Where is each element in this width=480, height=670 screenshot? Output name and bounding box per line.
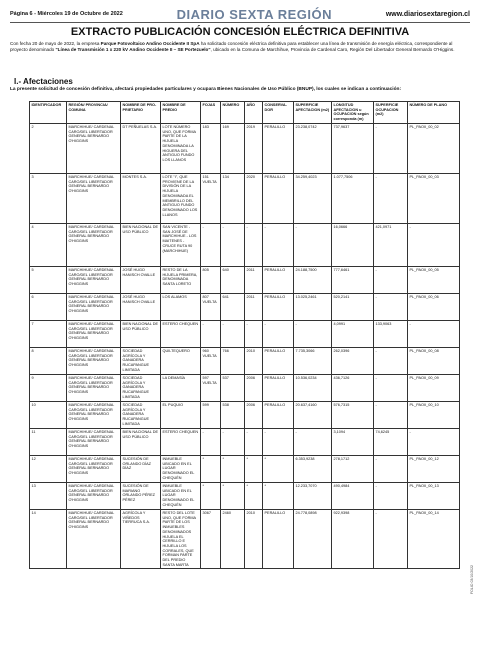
table-cell: 1.077,7506 [332,174,374,224]
table-cell: 12.233,7070 [294,483,332,510]
table-cell: 2010 [245,348,263,375]
lead-paragraph: La presente solicitud de concesión definitiva, afectará propiedades particulares y ocupara Bienes Nacionales de Uso Público (BNUP), los cuales se indican a continuación: [10,87,402,92]
table-cell: * [221,483,245,510]
page-date: Página 6 - Miércoles 19 de Octubre de 2022 [10,11,123,17]
table-cell: 7.735,3066 [294,348,332,375]
table-cell: PL_PAOII_00_13 [408,483,460,510]
table-cell: MARCHIHUE/ CARDENAL CARO/DEL LIBERTADOR GENERAL BERNARDO O'HIGGINS [67,348,121,375]
table-cell: JOSÉ HUGO HANISCH OVALLE [121,267,161,294]
column-header: REGIÓN/ PROVINCIA/ COMUNA [67,102,121,124]
table-cell: 2011 [245,294,263,321]
table-cell: 3,1094 [332,429,374,456]
table-cell: * [245,483,263,510]
intro-text-c: , ubicado en la Comuna de Marchihue, Provincia de Cardenal Caro, Región Del Libertador General Bernardo O'Higgins. [210,47,455,53]
table-cell: MARCHIHUE/ CARDENAL CARO/DEL LIBERTADOR GENERAL BERNARDO O'HIGGINS [67,124,121,174]
table-cell: MONTES S.A. [121,174,161,224]
table-cell: - [263,321,294,348]
table-cell: - [294,429,332,456]
table-cell: - [408,429,460,456]
table-cell: 538 [221,402,245,429]
table-cell: - [374,124,408,174]
table-row [30,267,460,294]
table-row [30,321,460,348]
table-cell: MARCHIHUE/ CARDENAL CARO/DEL LIBERTADOR GENERAL BERNARDO O'HIGGINS [67,321,121,348]
column-header: CONSERVA-DOR [263,102,294,124]
table-cell: - [201,224,221,267]
table-cell: BIEN NACIONAL DE USO PÚBLICO [121,321,161,348]
table-cell: 7 [30,321,67,348]
table-row [30,348,460,375]
column-header: IDENTIFICADOR [30,102,67,124]
table-cell: 24.188,7500 [294,267,332,294]
table-cell: - [245,429,263,456]
table-cell: 2019 [245,124,263,174]
table-cell: PL_PAOII_00_14 [408,510,460,569]
table-cell: 2011 [245,267,263,294]
table-cell: - [408,224,460,267]
column-header: AÑO [245,102,263,124]
table-cell: - [374,174,408,224]
table-cell: PERALILLO [263,402,294,429]
table-cell: 24.778,0898 [294,510,332,569]
table-cell: QUILTEQUERO [161,348,201,375]
table-row [30,174,460,224]
table-cell: PL_PAOII_00_06 [408,294,460,321]
table-cell: PL_PAOII_00_09 [408,375,460,402]
table-cell: PL_PAOII_00_12 [408,456,460,483]
table-cell: - [294,321,332,348]
table-cell: SUCESIÓN DE MARIANO ORLANDO PÉREZ PÉREZ [121,483,161,510]
table-cell: 2010 [245,510,263,569]
table-cell: JOSÉ HUGO HANISCH OVALLE [121,294,161,321]
table-cell: * [201,456,221,483]
table-cell: 777,6461 [332,267,374,294]
table-cell: INMUEBLE UBICADO EN EL LUGAR DENOMINADO EL CHEQUÉN [161,456,201,483]
table-cell: LOTE NÚMERO UNO, QUE FORMA PARTE DE LA HIJUELA DENOMINADA LA HIGUERA DEL ANTIGUO FUNDO LOS LLANOS [161,124,201,174]
table-cell: SOCIEDAD AGRÍCOLA Y GANADERA RUCAPANGUE LIMITADA [121,375,161,402]
table-cell: SOCIEDAD AGRÍCOLA Y GANADERA RUCAPANGUE LIMITADA [121,402,161,429]
table-cell: 23.238,0742 [294,124,332,174]
table-cell: 183 [201,124,221,174]
intro-text-a: Con fecha 20 de mayo de 2022, la empresa [10,41,101,46]
column-header: SUPERFICIE AFECTACION (m2) [294,102,332,124]
table-row [30,294,460,321]
table-cell: 766 [221,348,245,375]
table-cell: * [263,456,294,483]
table-cell: - [374,294,408,321]
table-cell: 2006 [245,375,263,402]
table-cell: PL_PAOII_00_03 [408,174,460,224]
table-cell: 4,0991 [332,321,374,348]
table-cell: LA DEMASÍA [161,375,201,402]
table-cell: 262,0396 [332,348,374,375]
table-cell: 421,0971 [374,224,408,267]
table-cell: ESTERO CHEQUEN [161,321,201,348]
table-cell: - [245,224,263,267]
table-cell: RESTO DEL LOTE UNO, QUE FORMA PARTE DE LOS INMUEBLES DENOMINADOS HIJUELA EL CERRILLO E HIJUELA LOS CORRALES, QUE FORMAN PARTE DEL PREDIO SANTA MARTA [161,510,201,569]
table-cell: - [374,402,408,429]
table-cell: - [245,321,263,348]
table-row [30,483,460,510]
table-cell: 20.637,4160 [294,402,332,429]
table-cell: PERALILLO [263,174,294,224]
table-cell: 520,2141 [332,294,374,321]
table-cell: PERALILLO [263,124,294,174]
intro-project: "Línea de Transmisión 1 x 220 kV Andino Occidente II – SE Portezuelo" [55,47,211,53]
column-header: NÚMERO DE PLANO [408,102,460,124]
table-cell: 10.536,0234 [294,375,332,402]
table-cell: MARCHIHUE/ CARDENAL CARO/DEL LIBERTADOR GENERAL BERNARDO O'HIGGINS [67,294,121,321]
table-cell: MARCHIHUE/ CARDENAL CARO/DEL LIBERTADOR GENERAL BERNARDO O'HIGGINS [67,510,121,569]
table-cell: 12 [30,456,67,483]
intro-company: Parque Fotovoltaico Andino Occidente II SpA [100,41,200,46]
table-cell: - [408,321,460,348]
table-cell: 641 [221,294,245,321]
column-header: NOMBRE DE PRO-PRIETARIO [121,102,161,124]
table-cell: 2 [30,124,67,174]
column-header: NOMBRE DE PREDIO [161,102,201,124]
table-cell: 640 [221,267,245,294]
table-cell: - [201,429,221,456]
table-cell: MARCHIHUE/ CARDENAL CARO/DEL LIBERTADOR GENERAL BERNARDO O'HIGGINS [67,456,121,483]
table-cell: - [221,224,245,267]
table-cell: DT PEÑUELAS S.A. [121,124,161,174]
table-cell: 13 [30,483,67,510]
column-header: NÚMERO [221,102,245,124]
table-row [30,429,460,456]
table-cell: 16,0666 [332,224,374,267]
table-cell: 490,4984 [332,483,374,510]
table-cell: PERALILLO [263,375,294,402]
table-cell: 599 [201,402,221,429]
table-cell: - [263,429,294,456]
table-cell: BIEN NACIONAL DE USO PÚBLICO [121,224,161,267]
table-cell: - [374,375,408,402]
afectaciones-table [29,101,460,569]
table-cell: PL_PAOII_00_10 [408,402,460,429]
table-cell: 3 [30,174,67,224]
notice-title: EXTRACTO PUBLICACIÓN CONCESIÓN ELÉCTRICA DEFINITIVA [70,26,410,38]
table-cell: - [221,429,245,456]
table-cell: LOTE "I", QUE PROVIENE DE LA DIVISIÓN DE LA HIJUELA DENOMINADA EL MEMBRILLO DEL ANTIGUO FUNDO DENOMINADO LOS LLANOS [161,174,201,224]
page-header [10,6,470,23]
table-cell: 4 [30,224,67,267]
table-cell: MARCHIHUE/ CARDENAL CARO/DEL LIBERTADOR GENERAL BERNARDO O'HIGGINS [67,174,121,224]
table-cell: 133,9063 [374,321,408,348]
column-header: LONGITUD AFECTACION u OCUPACION según corresponda (m) [332,102,374,124]
section-heading: I.- Afectaciones [14,77,73,86]
table-header-row [30,102,460,124]
side-code: FOLIO 03/10/2022 [470,565,474,594]
table-cell: 2020 [245,174,263,224]
table-cell: - [294,224,332,267]
table-cell: 11 [30,429,67,456]
table-cell: 2006 [245,402,263,429]
table-cell: MARCHIHUE/ CARDENAL CARO/DEL LIBERTADOR GENERAL BERNARDO O'HIGGINS [67,375,121,402]
table-cell: 922,9398 [332,510,374,569]
table-cell: PL_PAOII_00_08 [408,348,460,375]
table-cell: 2460 [221,510,245,569]
table-cell: 807 VUELTA [201,294,221,321]
table-cell: RESTO DE LA HIJUELA PRIMERA, DENOMINADA SANTA LORETO [161,267,201,294]
table-cell: 74,6245 [374,429,408,456]
table-cell: - [221,321,245,348]
table-cell: 5 [30,267,67,294]
table-cell: 8 [30,348,67,375]
table-cell: 597 VUELTA [201,375,221,402]
table-row [30,224,460,267]
table-cell: 34.259,4023 [294,174,332,224]
intro-paragraph [10,41,470,53]
table-cell: * [221,456,245,483]
table-cell: - [201,321,221,348]
table-cell: - [374,510,408,569]
table-cell: MARCHIHUE/ CARDENAL CARO/DEL LIBERTADOR GENERAL BERNARDO O'HIGGINS [67,267,121,294]
table-cell: 3067 [201,510,221,569]
table-row [30,375,460,402]
table-cell: 436,7126 [332,375,374,402]
table-cell: 6 [30,294,67,321]
table-cell: MARCHIHUE/ CARDENAL CARO/DEL LIBERTADOR GENERAL BERNARDO O'HIGGINS [67,429,121,456]
table-cell: - [374,348,408,375]
table-cell: 169 [221,124,245,174]
table-cell: MARCHIHUE/ CARDENAL CARO/DEL LIBERTADOR GENERAL BERNARDO O'HIGGINS [67,483,121,510]
table-cell: 134 [221,174,245,224]
table-cell: PERALILLO [263,294,294,321]
table-cell: * [263,483,294,510]
website-link[interactable]: www.diariosextaregion.cl [385,10,470,18]
table-row [30,456,460,483]
table-cell: * [201,483,221,510]
table-cell: 14 [30,510,67,569]
intro-text-b: ha solicitado concesión eléctrica definitiva para establecer una línea de transmisión de energía eléctrica, correspondiente al proyecto denominado [10,41,453,53]
table-cell: 9 [30,375,67,402]
table-cell: BIEN NACIONAL DE USO PÚBLICO [121,429,161,456]
newspaper-masthead: DIARIO SEXTA REGIÓN [176,6,333,22]
table-cell: LOS ALAMOS [161,294,201,321]
table-row [30,402,460,429]
table-row [30,510,460,569]
table-cell: SOCIEDAD AGRÍCOLA Y GANADERA RUCAPANGUE LIMITADA [121,348,161,375]
table-cell: PERALILLO [263,267,294,294]
table-cell: PL_PAOII_00_02 [408,124,460,174]
table-cell: 151 VUELTA [201,174,221,224]
table-cell: 805 [201,267,221,294]
table-cell: 537 [221,375,245,402]
table-cell: PL_PAOII_00_05 [408,267,460,294]
table-cell: 960 VUELTA [201,348,221,375]
table-cell: 6.353,9238 [294,456,332,483]
table-body [30,124,460,569]
table-cell: MARCHIHUE/ CARDENAL CARO/DEL LIBERTADOR GENERAL BERNARDO O'HIGGINS [67,402,121,429]
table-cell: MARCHIHUE/ CARDENAL CARO/DEL LIBERTADOR GENERAL BERNARDO O'HIGGINS [67,224,121,267]
table-cell: ESTERO CHEQUEN [161,429,201,456]
table-cell: - [374,267,408,294]
table-cell: - [374,483,408,510]
table-cell: PERALILLO [263,348,294,375]
table-cell: EL PUQUIO [161,402,201,429]
table-cell: AGRÍCOLA Y VIÑEDOS TIERRUCA S.A. [121,510,161,569]
column-header: FOJAS [201,102,221,124]
table-cell: PERALILLO [263,510,294,569]
table-cell: SAN VICENTE - SAN JOSÉ DE MARCHIHUE - LOS MAITENES - CRUCE RUTA 90 (MARCHIHUE) [161,224,201,267]
table-cell: - [263,224,294,267]
table-row [30,124,460,174]
table-cell: 576,7315 [332,402,374,429]
table-cell: 13.025,2461 [294,294,332,321]
table-cell: INMUEBLE UBICADO EN EL LUGAR DENOMINADO EL CHEQUÉN [161,483,201,510]
table-cell: 737,9637 [332,124,374,174]
table-cell: 278,1712 [332,456,374,483]
table-cell: - [374,456,408,483]
table-cell: * [245,456,263,483]
column-header: SUPERFICIE OCUPACION (m2) [374,102,408,124]
table-cell: 10 [30,402,67,429]
table-cell: SUCESIÓN DE ORLANDO DÍAZ DÍAZ [121,456,161,483]
